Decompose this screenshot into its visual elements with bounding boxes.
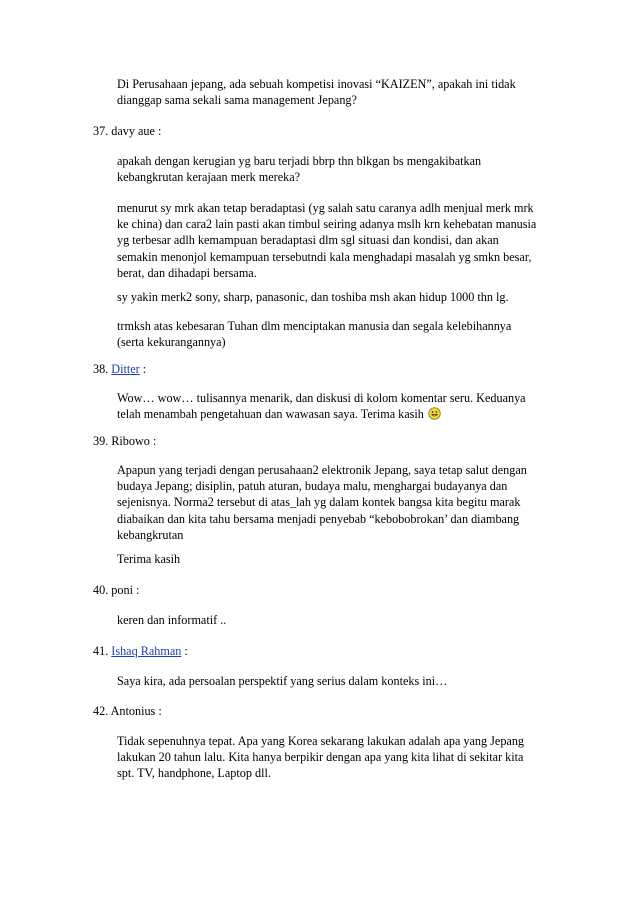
comment-paragraph xyxy=(117,612,567,628)
comment-paragraph xyxy=(117,733,567,782)
comment-number: 38. xyxy=(93,362,109,376)
text-line: yg terbesar adlh kemampuan beradaptasi dlm sgl situasi dan kondisi, dan akan xyxy=(117,233,499,248)
text-line: sejenisnya. Norma2 tersebut di atas_lah yg dalam kontek bangsa kita begitu marak xyxy=(117,495,521,510)
text-line: Terima kasih xyxy=(117,552,181,566)
comment-paragraph xyxy=(117,289,567,305)
text-line: menurut sy mrk akan tetap beradaptasi (yg salah satu caranya adlh menjual merk mrk xyxy=(117,201,534,215)
text-line: berat, dan dihadapi bersama. xyxy=(117,265,257,280)
comment-number: 41. xyxy=(93,644,109,658)
text-line: keren dan informatif .. xyxy=(117,613,227,627)
comment-header xyxy=(93,123,161,139)
text-line: semakin menonjol kemampuan tersebutndi kala menghadapi masalah yg smkn besar, xyxy=(117,249,532,264)
comment-author: davy aue xyxy=(111,124,155,138)
text-line: spt. TV, handphone, Laptop dll. xyxy=(117,766,271,781)
text-line: budaya Jepang; disiplin, patuh aturan, budaya malu, menghargai budayanya dan xyxy=(117,479,508,494)
comment-author: Ribowo xyxy=(111,434,150,448)
comment-paragraph xyxy=(117,390,567,424)
text-line: apakah dengan kerugian yg baru terjadi bbrp thn blkgan bs mengakibatkan xyxy=(117,154,482,168)
comment-number: 37. xyxy=(93,124,109,138)
text-line: Wow… wow… tulisannya menarik, dan diskusi di kolom komentar seru. Keduanya xyxy=(117,391,526,405)
intro-paragraph xyxy=(117,76,567,108)
comment-number: 42. xyxy=(93,704,109,718)
comment-paragraph xyxy=(117,318,567,350)
comment-paragraph xyxy=(117,551,567,567)
author-link-ditter[interactable]: Ditter xyxy=(111,362,140,376)
comment-header xyxy=(93,433,156,449)
author-separator: : xyxy=(139,362,147,376)
text-line: telah menambah pengetahuan dan wawasan saya. Terima kasih xyxy=(117,407,424,422)
smiley-icon xyxy=(428,407,441,424)
text-line: (serta kekurangannya) xyxy=(117,335,226,350)
comment-author: poni xyxy=(111,583,133,597)
comment-header xyxy=(93,582,139,598)
author-separator: : xyxy=(149,434,157,448)
text-line: trmksh atas kebesaran Tuhan dlm menciptakan manusia dan segala kelebihannya xyxy=(117,319,512,333)
comment-number: 40. xyxy=(93,583,109,597)
author-separator: : xyxy=(155,704,162,718)
comment-paragraph xyxy=(117,153,567,185)
comment-header xyxy=(93,643,188,659)
text-line: Apapun yang terjadi dengan perusahaan2 elektronik Jepang, saya tetap salut dengan xyxy=(117,463,527,477)
text-line: Saya kira, ada persoalan perspektif yang serius dalam konteks ini… xyxy=(117,674,448,688)
author-separator: : xyxy=(154,124,162,138)
author-separator: : xyxy=(132,583,140,597)
text-line: Tidak sepenuhnya tepat. Apa yang Korea sekarang lakukan adalah apa yang Jepang xyxy=(117,734,525,748)
comment-author: Antonius xyxy=(110,704,156,718)
comment-paragraph xyxy=(117,462,567,543)
author-link-ishaq-rahman[interactable]: Ishaq Rahman xyxy=(111,644,182,658)
text-line: ke china) dan cara2 lain pasti akan timbul seiring adanya mslh krn kehebatan manusia xyxy=(117,217,537,232)
comment-paragraph xyxy=(117,200,567,281)
text-line: dianggap sama sekali sama management Jepang? xyxy=(117,93,357,108)
text-line: lakukan 20 tahun lalu. Kita hanya berpikir dengan apa yang kita lihat di sekitar kita xyxy=(117,750,524,765)
comment-number: 39. xyxy=(93,434,109,448)
comment-paragraph xyxy=(117,673,567,689)
text-line: sy yakin merk2 sony, sharp, panasonic, dan toshiba msh akan hidup 1000 thn lg. xyxy=(117,290,509,304)
comment-header xyxy=(93,703,162,719)
text-line: diabaikan dan kita tahu bersama menjadi penyebab “kebobobrokan’ dan diambang xyxy=(117,511,520,526)
text-line: kebangkrutan kerajaan merk mereka? xyxy=(117,170,301,185)
text-line: Di Perusahaan jepang, ada sebuah kompetisi inovasi “KAIZEN”, apakah ini tidak xyxy=(117,77,516,91)
text-line: kebangkrutan xyxy=(117,527,184,542)
author-separator: : xyxy=(181,644,188,658)
comment-header xyxy=(93,361,146,377)
